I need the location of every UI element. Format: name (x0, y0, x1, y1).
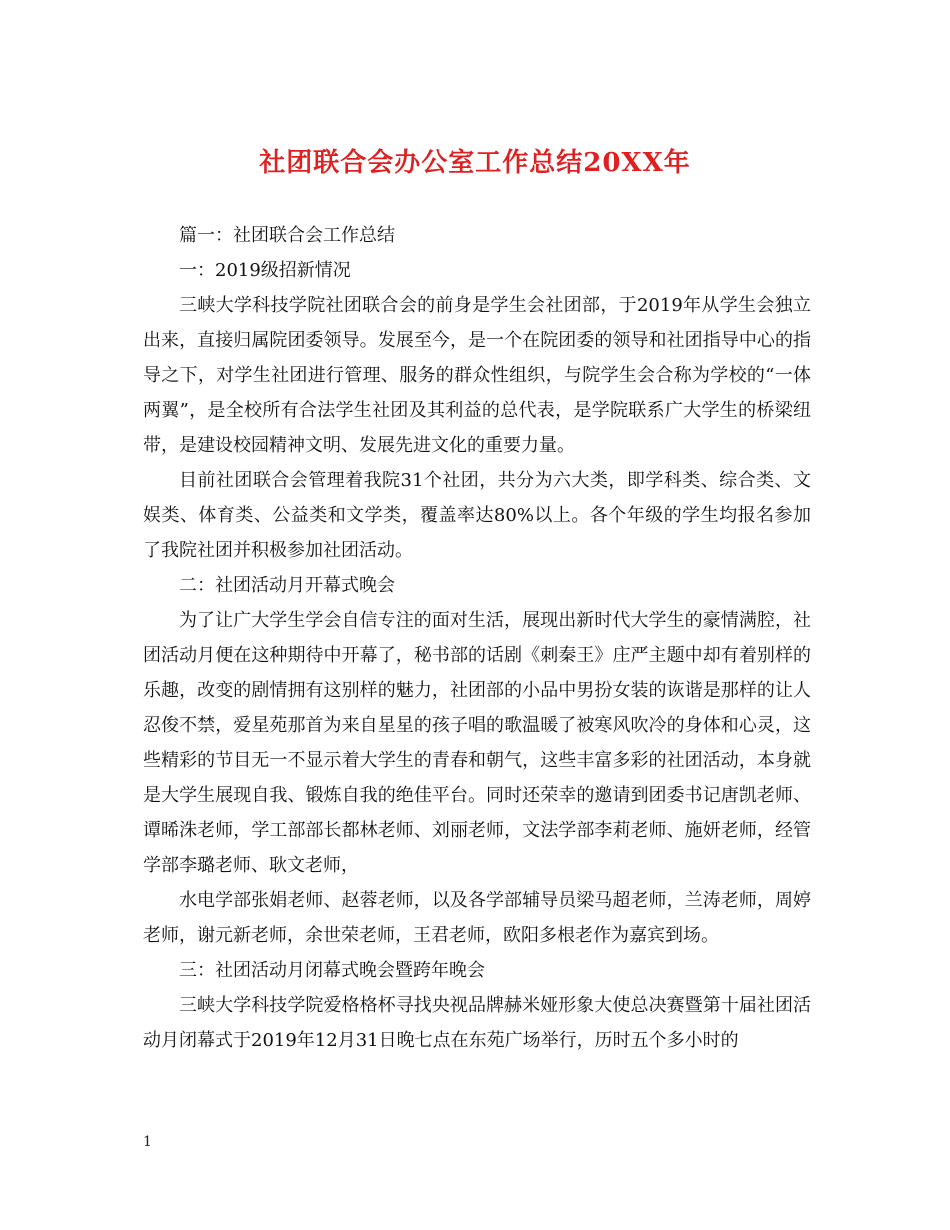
body-paragraph: 为了让广大学生学会自信专注的面对生活，展现出新时代大学生的豪情满腔，社团活动月便在这种期待中开幕了，秘书部的话剧《刺秦王》庄严主题中却有着别样的乐趣，改变的剧情拥有这别样的魅力，社团部的小品中男扮女装的诙谐是那样的让人忍俊不禁，爱星苑那首为来自星星的孩子唱的歌温暖了被寒风吹冷的身体和心灵，这些精彩的节目无一不显示着大学生的青春和朝气，这些丰富多彩的社团活动，本身就是大学生展现自我、锻炼自我的绝佳平台。同时还荣幸的邀请到团委书记唐凯老师、谭晞洙老师，学工部部长都林老师、刘丽老师，文法学部李莉老师、施妍老师，经管学部李璐老师、耿文老师， (143, 610, 811, 876)
document-title: 社团联合会办公室工作总结20XX年 (259, 148, 691, 178)
body-paragraph: 三峡大学科技学院社团联合会的前身是学生会社团部，于2019年从学生会独立出来，直接归属院团委领导。发展至今，是一个在院团委的领导和社团指导中心的指导之下，对学生社团进行管理、服务的群众性组织，与院学生会合称为学校的“一体两翼”，是全校所有合法学生社团及其利益的总代表，是学院联系广大学生的桥梁纽带，是建设校园精神文明、发展先进文化的重要力量。 (143, 295, 811, 456)
section-heading: 三：社团活动月闭幕式晚会暨跨年晚会 (179, 960, 485, 981)
body-paragraph: 三峡大学科技学院爱格格杯寻找央视品牌赫米娅形象大使总决赛暨第十届社团活动月闭幕式于2019年12月31日晚七点在东苑广场举行，历时五个多小时的 (143, 995, 811, 1051)
section-heading: 篇一：社团联合会工作总结 (179, 225, 395, 246)
section-heading: 二：社团活动月开幕式晚会 (179, 575, 395, 596)
document-body (143, 218, 811, 1058)
body-paragraph: 目前社团联合会管理着我院31个社团，共分为六大类，即学科类、综合类、文娱类、体育类、公益类和文学类，覆盖率达80%以上。各个年级的学生均报名参加了我院社团并积极参加社团活动。 (143, 470, 811, 561)
page-number: 1 (143, 1134, 152, 1150)
section-heading: 一：2019级招新情况 (179, 260, 351, 281)
body-paragraph: 水电学部张娟老师、赵蓉老师，以及各学部辅导员梁马超老师，兰涛老师，周婷老师，谢元新老师，余世荣老师，王君老师，欧阳多根老作为嘉宾到场。 (143, 890, 811, 946)
